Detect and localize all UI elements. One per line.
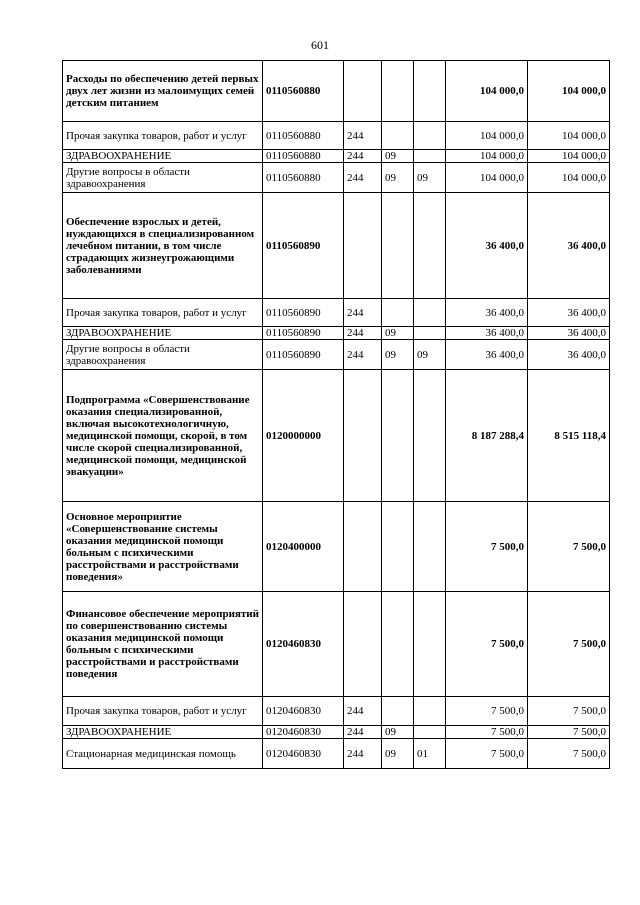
- subsection-cell: 09: [414, 340, 446, 370]
- section-cell: 09: [382, 327, 414, 340]
- table-row: [63, 299, 610, 327]
- item-name-cell: ЗДРАВООХРАНЕНИЕ: [63, 150, 263, 163]
- expense-type-cell: 244: [344, 739, 382, 769]
- amount-year2-cell: 104 000,0: [528, 61, 610, 122]
- amount-year2-cell: 36 400,0: [528, 340, 610, 370]
- amount-year2-cell: 7 500,0: [528, 739, 610, 769]
- table-row: [63, 370, 610, 502]
- subsection-cell: [414, 150, 446, 163]
- amount-year1-cell: 7 500,0: [446, 502, 528, 592]
- amount-year1-cell: 7 500,0: [446, 726, 528, 739]
- target-code-cell: 0110560880: [263, 61, 344, 122]
- expense-type-cell: 244: [344, 697, 382, 726]
- target-code-cell: 0120460830: [263, 739, 344, 769]
- subsection-cell: [414, 61, 446, 122]
- section-cell: 09: [382, 726, 414, 739]
- table-row: [63, 61, 610, 122]
- target-code-cell: 0120400000: [263, 502, 344, 592]
- target-code-cell: 0110560880: [263, 122, 344, 150]
- subsection-cell: 01: [414, 739, 446, 769]
- amount-year1-cell: 7 500,0: [446, 739, 528, 769]
- amount-year2-cell: 7 500,0: [528, 502, 610, 592]
- amount-year2-cell: 104 000,0: [528, 150, 610, 163]
- amount-year1-cell: 36 400,0: [446, 340, 528, 370]
- table-row: [63, 340, 610, 370]
- item-name-cell: Другие вопросы в области здравоохранения: [63, 163, 263, 193]
- amount-year1-cell: 36 400,0: [446, 327, 528, 340]
- amount-year1-cell: 104 000,0: [446, 122, 528, 150]
- amount-year2-cell: 104 000,0: [528, 163, 610, 193]
- section-cell: [382, 502, 414, 592]
- item-name-cell: Прочая закупка товаров, работ и услуг: [63, 697, 263, 726]
- target-code-cell: 0110560880: [263, 150, 344, 163]
- expense-type-cell: 244: [344, 299, 382, 327]
- item-name-cell: ЗДРАВООХРАНЕНИЕ: [63, 726, 263, 739]
- target-code-cell: 0110560890: [263, 327, 344, 340]
- amount-year2-cell: 36 400,0: [528, 193, 610, 299]
- section-cell: [382, 299, 414, 327]
- section-cell: [382, 592, 414, 697]
- table-row: [63, 502, 610, 592]
- section-cell: 09: [382, 163, 414, 193]
- expense-type-cell: 244: [344, 122, 382, 150]
- subsection-cell: 09: [414, 163, 446, 193]
- table-row: [63, 150, 610, 163]
- expense-type-cell: 244: [344, 163, 382, 193]
- item-name-cell: Финансовое обеспечение мероприятий по совершенствованию системы оказания медицинской помощи больным с психическими расстройствами и расстройствами поведения: [63, 592, 263, 697]
- expense-type-cell: [344, 61, 382, 122]
- amount-year1-cell: 7 500,0: [446, 592, 528, 697]
- subsection-cell: [414, 299, 446, 327]
- amount-year1-cell: 104 000,0: [446, 150, 528, 163]
- subsection-cell: [414, 726, 446, 739]
- expense-type-cell: [344, 592, 382, 697]
- target-code-cell: 0120460830: [263, 697, 344, 726]
- section-cell: 09: [382, 150, 414, 163]
- amount-year1-cell: 8 187 288,4: [446, 370, 528, 502]
- table-row: [63, 697, 610, 726]
- subsection-cell: [414, 122, 446, 150]
- target-code-cell: 0110560890: [263, 299, 344, 327]
- item-name-cell: ЗДРАВООХРАНЕНИЕ: [63, 327, 263, 340]
- amount-year1-cell: 36 400,0: [446, 299, 528, 327]
- amount-year1-cell: 36 400,0: [446, 193, 528, 299]
- subsection-cell: [414, 193, 446, 299]
- item-name-cell: Прочая закупка товаров, работ и услуг: [63, 299, 263, 327]
- target-code-cell: 0120460830: [263, 592, 344, 697]
- expense-type-cell: 244: [344, 726, 382, 739]
- section-cell: [382, 370, 414, 502]
- amount-year2-cell: 36 400,0: [528, 327, 610, 340]
- table-row: [63, 122, 610, 150]
- target-code-cell: 0110560890: [263, 340, 344, 370]
- item-name-cell: Расходы по обеспечению детей первых двух лет жизни из малоимущих семей детским питанием: [63, 61, 263, 122]
- section-cell: [382, 61, 414, 122]
- target-code-cell: 0120460830: [263, 726, 344, 739]
- item-name-cell: Подпрограмма «Совершенствование оказания специализированной, включая высокотехнологичную, медицинской помощи, скорой, в том числе скорой специализированной, медицинской помощи, медицинской эвакуации»: [63, 370, 263, 502]
- subsection-cell: [414, 370, 446, 502]
- item-name-cell: Стационарная медицинская помощь: [63, 739, 263, 769]
- table-row: [63, 327, 610, 340]
- amount-year2-cell: 104 000,0: [528, 122, 610, 150]
- table-row: [63, 193, 610, 299]
- amount-year2-cell: 36 400,0: [528, 299, 610, 327]
- expense-type-cell: [344, 193, 382, 299]
- item-name-cell: Основное мероприятие «Совершенствование системы оказания медицинской помощи больным с психическими расстройствами и расстройствами поведения»: [63, 502, 263, 592]
- item-name-cell: Другие вопросы в области здравоохранения: [63, 340, 263, 370]
- item-name-cell: Прочая закупка товаров, работ и услуг: [63, 122, 263, 150]
- amount-year2-cell: 7 500,0: [528, 592, 610, 697]
- amount-year1-cell: 104 000,0: [446, 163, 528, 193]
- table-row: [63, 739, 610, 769]
- expense-type-cell: 244: [344, 340, 382, 370]
- section-cell: 09: [382, 739, 414, 769]
- amount-year2-cell: 7 500,0: [528, 697, 610, 726]
- item-name-cell: Обеспечение взрослых и детей, нуждающихся в специализированном лечебном питании, в том числе страдающих жизнеугрожающими заболеваниями: [63, 193, 263, 299]
- section-cell: [382, 697, 414, 726]
- amount-year2-cell: 7 500,0: [528, 726, 610, 739]
- subsection-cell: [414, 697, 446, 726]
- expense-type-cell: 244: [344, 150, 382, 163]
- amount-year1-cell: 7 500,0: [446, 697, 528, 726]
- section-cell: [382, 193, 414, 299]
- amount-year2-cell: 8 515 118,4: [528, 370, 610, 502]
- table-row: [63, 163, 610, 193]
- section-cell: 09: [382, 340, 414, 370]
- table-row: [63, 726, 610, 739]
- subsection-cell: [414, 327, 446, 340]
- subsection-cell: [414, 502, 446, 592]
- expense-type-cell: [344, 502, 382, 592]
- expense-type-cell: 244: [344, 327, 382, 340]
- target-code-cell: 0110560890: [263, 193, 344, 299]
- target-code-cell: 0120000000: [263, 370, 344, 502]
- budget-table: [62, 60, 610, 769]
- subsection-cell: [414, 592, 446, 697]
- section-cell: [382, 122, 414, 150]
- target-code-cell: 0110560880: [263, 163, 344, 193]
- amount-year1-cell: 104 000,0: [446, 61, 528, 122]
- expense-type-cell: [344, 370, 382, 502]
- table-row: [63, 592, 610, 697]
- page-number: 601: [311, 38, 329, 52]
